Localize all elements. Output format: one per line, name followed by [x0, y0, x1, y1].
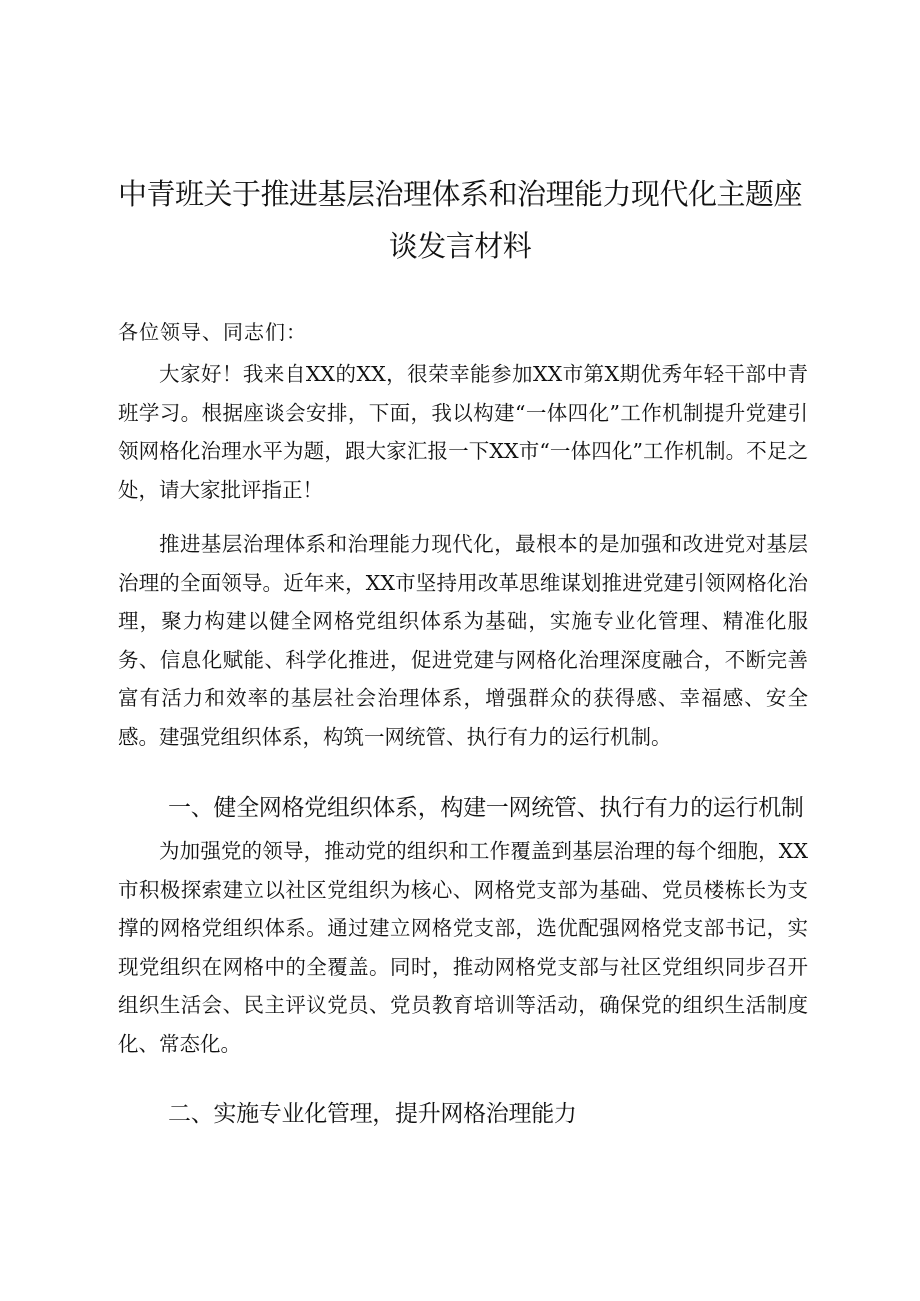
section-heading-1: 一、健全网格党组织体系，构建一网统管、执行有力的运行机制	[168, 795, 804, 821]
section-heading-2: 二、实施专业化管理，提升网格治理能力	[168, 1101, 577, 1127]
paragraph-section-1: 为加强党的领导，推动党的组织和工作覆盖到基层治理的每个细胞，XX市积极探索建立以社区党组织为核心、网格党支部为基础、党员楼栋长为支撑的网格党组织体系。通过建立网格党支部，选优配强网格党支部书记，实现党组织在网格中的全覆盖。同时，推动网格党支部与社区党组织同步召开组织生活会、民主评议党员、党员教育培训等活动，确保党的组织生活制度化、常态化。	[118, 839, 808, 1056]
document-title-line-2: 谈发言材料	[388, 229, 532, 263]
document-title-line-1: 中青班关于推进基层治理体系和治理能力现代化主题座	[117, 177, 802, 211]
salutation: 各位领导、同志们：	[118, 320, 307, 344]
paragraph-intro: 推进基层治理体系和治理能力现代化，最根本的是加强和改进党对基层治理的全面领导。近年来，XX市坚持用改革思维谋划推进党建引领网格化治理，聚力构建以健全网格党组织体系为基础，实施专业化管理、精准化服务、信息化赋能、科学化推进，促进党建与网格化治理深度融合，不断完善富有活力和效率的基层社会治理体系，增强群众的获得感、幸福感、安全感。建强党组织体系，构筑一网统管、执行有力的运行机制。	[118, 532, 808, 749]
paragraph-greeting: 大家好！我来自XX的XX，很荣幸能参加XX市第X期优秀年轻干部中青班学习。根据座谈会安排，下面，我以构建“一体四化”工作机制提升党建引领网格化治理水平为题，跟大家汇报一下XX市“一体四化”工作机制。不足之处，请大家批评指正！	[118, 362, 808, 502]
